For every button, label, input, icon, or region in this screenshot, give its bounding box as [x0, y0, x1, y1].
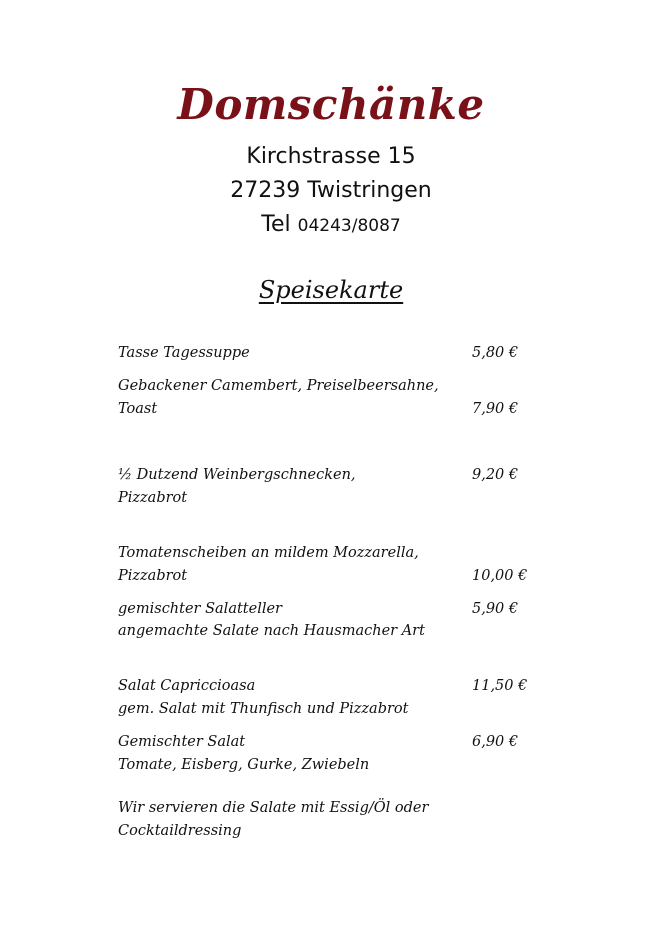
- menu-item-price: 10,00 €: [472, 568, 528, 584]
- menu-item-name: Tasse Tagessuppe: [118, 345, 250, 361]
- salad-note-continued: Cocktaildressing: [118, 823, 242, 839]
- telephone-number: 04243/8087: [297, 216, 401, 236]
- menu-heading: Speisekarte: [258, 276, 404, 304]
- menu-item-price: 5,80 €: [472, 345, 519, 361]
- menu-item-name: Tomatenscheiben an mildem Mozzarella,: [118, 545, 419, 561]
- menu-item-description: angemachte Salate nach Hausmacher Art: [118, 623, 425, 639]
- menu-item-price: 11,50 €: [472, 678, 528, 694]
- telephone: [0, 212, 662, 237]
- menu-item-description: Toast: [118, 401, 158, 417]
- menu-item-description: Pizzabrot: [118, 490, 188, 506]
- restaurant-name: Domschänke: [177, 80, 485, 129]
- menu-item-name: ½ Dutzend Weinbergschnecken,: [118, 467, 356, 483]
- menu-item-price: 7,90 €: [472, 401, 519, 417]
- menu-item-name: gemischter Salatteller: [118, 601, 282, 617]
- menu-item-description: Tomate, Eisberg, Gurke, Zwiebeln: [118, 757, 370, 773]
- street-address: Kirchstrasse 15: [246, 144, 416, 169]
- menu-item-name: Salat Capriccioasa: [118, 678, 256, 694]
- menu-item-price: 9,20 €: [472, 467, 519, 483]
- menu-item-description: Pizzabrot: [118, 568, 188, 584]
- menu-item-name: Gemischter Salat: [118, 734, 246, 750]
- menu-item-price: 5,90 €: [472, 601, 519, 617]
- city-address: 27239 Twistringen: [230, 178, 432, 203]
- salad-note: Wir servieren die Salate mit Essig/Öl oder: [118, 800, 429, 816]
- menu-item-description: gem. Salat mit Thunfisch und Pizzabrot: [118, 701, 409, 717]
- telephone-label: Tel: [261, 212, 291, 237]
- menu-item-price: 6,90 €: [472, 734, 519, 750]
- menu-item-name: Gebackener Camembert, Preiselbeersahne,: [118, 378, 439, 394]
